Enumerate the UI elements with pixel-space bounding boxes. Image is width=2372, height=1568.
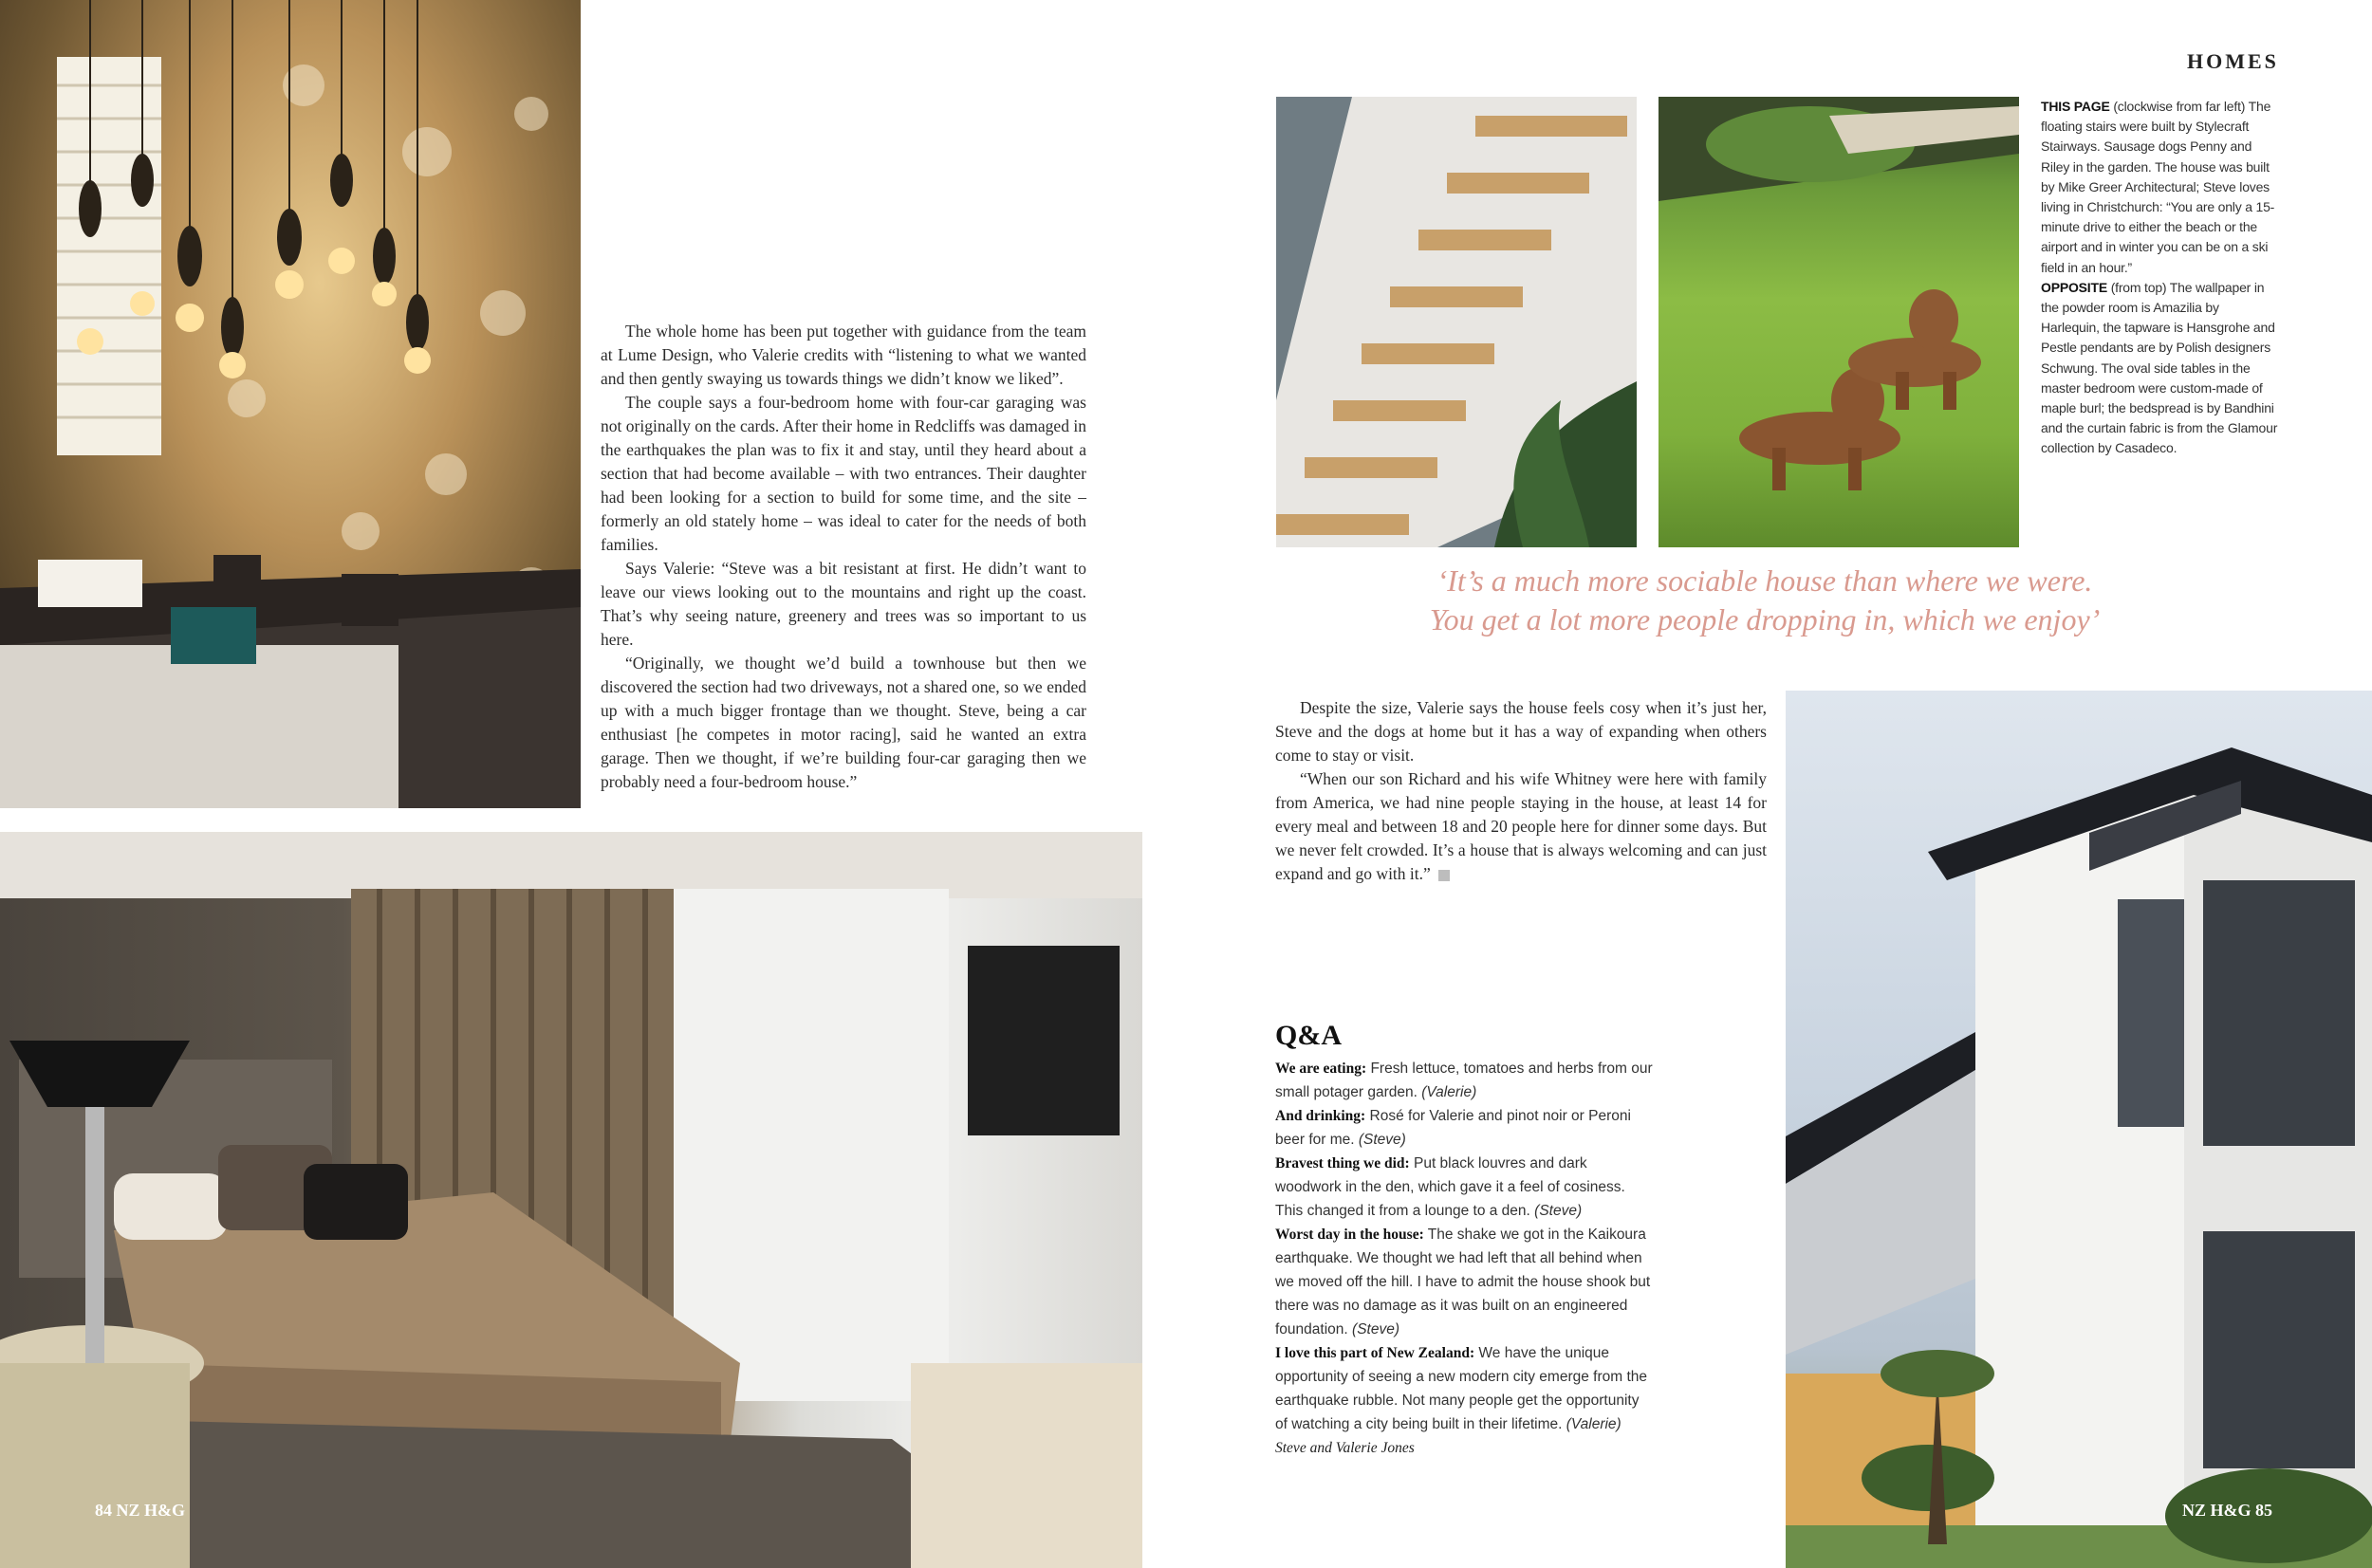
- qa-item: [1275, 1104, 1655, 1152]
- photo-caption: [2041, 97, 2278, 459]
- article-paragraph: [1275, 767, 1767, 886]
- article-column-right: [1275, 696, 1767, 886]
- qa-question: And drinking:: [1275, 1108, 1366, 1124]
- qa-answer: Rosé for Valerie and pinot noir or Peroni beer for me.: [1275, 1108, 1631, 1148]
- qa-attribution: (Steve): [1534, 1203, 1583, 1219]
- section-label: HOMES: [2187, 49, 2279, 73]
- dogs-in-garden-photo: [1659, 97, 2019, 547]
- article-paragraph: The whole home has been put together with guidance from the team at Lume Design, who Valerie credits with “listening to what we wanted and then gently swaying us towards things we didn’t know we liked”.: [601, 322, 1086, 388]
- qa-box: [1275, 1017, 1655, 1460]
- qa-question: We are eating:: [1275, 1061, 1367, 1077]
- qa-attribution: (Valerie): [1421, 1084, 1477, 1100]
- qa-answer: Fresh lettuce, tomatoes and herbs from our small potager garden.: [1275, 1061, 1653, 1100]
- qa-question: Worst day in the house:: [1275, 1227, 1424, 1243]
- qa-heading: Q&A: [1275, 1020, 1342, 1051]
- end-of-article-mark: [1438, 870, 1450, 881]
- master-bedroom-photo: [0, 832, 1142, 1568]
- qa-item: [1275, 1057, 1655, 1104]
- qa-item: [1275, 1223, 1655, 1341]
- qa-answer: Put black louvres and dark woodwork in the den, which gave it a feel of cosiness. This changed it from a lounge to a den.: [1275, 1155, 1625, 1219]
- floating-stairs-photo: [1276, 97, 1637, 547]
- qa-question: I love this part of New Zealand:: [1275, 1345, 1475, 1361]
- article-paragraph: The couple says a four-bedroom home with four-car garaging was not originally on the cards. After their home in Redcliffs was damaged in the earthquakes the plan was to fix it and stay, until they heard about a section that had become available – with two entrances. Their daughter had been looking for a section to build for some time, and the site – formerly an old stately home – was ideal to cater for the needs of both families.: [601, 393, 1086, 554]
- article-paragraph-text: “When our son Richard and his wife Whitney were here with family from America, we had nine people staying in the house, at least 14 for every meal and between 18 and 20 people here for dinner some days. But we never felt crowded. It’s a house that is always welcoming and can just expand and go with it.”: [1275, 769, 1767, 883]
- folio-left: 84 NZ H&G: [95, 1501, 186, 1520]
- qa-answer: The shake we got in the Kaikoura earthquake. We thought we had left that all behind when we moved off the hill. I have to admit the house shook but there was no damage as it was built on an engineered foundation.: [1275, 1227, 1651, 1337]
- qa-item: [1275, 1152, 1655, 1223]
- caption-label-opposite: OPPOSITE: [2041, 279, 2107, 295]
- caption-text-this-page: (clockwise from far left) The floating stairs were built by Stylecraft Stairways. Sausage dogs Penny and Riley in the garden. The house was built by Mike Greer Architectural; Steve loves living in Christchurch: “You are only a 15-minute drive to either the beach or the airport and in winter you can be on a ski field in an hour.”: [2041, 99, 2275, 275]
- folio-right: NZ H&G 85: [2182, 1501, 2273, 1520]
- qa-answer: We have the unique opportunity of seeing a new modern city emerge from the earthquake rubble. Not many people get the opportunity of watching a city being built in their lifetime.: [1275, 1345, 1648, 1432]
- article-paragraph: Says Valerie: “Steve was a bit resistant at first. He didn’t want to leave our views looking out to the mountains and right up the coast. That’s why seeing nature, greenery and trees was so important to us here.: [601, 559, 1086, 649]
- qa-attribution: (Steve): [1352, 1321, 1399, 1337]
- powder-room-photo: [0, 0, 581, 808]
- article-paragraph: “Originally, we thought we’d build a townhouse but then we discovered the section had two driveways, not a shared one, so we ended up with a much bigger frontage than we thought. Steve, being a car enthusiast [he competes in motor racing], said he wanted an extra garage. Then we thought, if we’re building four-car garaging then we probably need a four-bedroom house.”: [601, 654, 1086, 791]
- pull-quote-line: ‘It’s a much more sociable house than where we were.: [1436, 563, 2093, 598]
- pull-quote-line: You get a lot more people dropping in, which we enjoy’: [1429, 602, 2101, 636]
- pull-quote: [1290, 562, 2239, 639]
- qa-attribution: (Valerie): [1566, 1416, 1621, 1432]
- qa-item: [1275, 1341, 1655, 1436]
- house-exterior-photo: [1786, 691, 2372, 1568]
- caption-label-this-page: THIS PAGE: [2041, 99, 2110, 114]
- qa-question: Bravest thing we did:: [1275, 1155, 1410, 1171]
- article-column-left: [601, 320, 1086, 794]
- qa-signoff: Steve and Valerie Jones: [1275, 1440, 1415, 1456]
- caption-text-opposite: (from top) The wallpaper in the powder room is Amazilia by Harlequin, the tapware is Hansgrohe and Pestle pendants are by Polish designers Schwung. The oval side tables in the master bedroom were custom-made of maple burl; the bedspread is by Bandhini and the curtain fabric is from the Glamour collection by Casadeco.: [2041, 279, 2278, 456]
- qa-attribution: (Steve): [1358, 1132, 1406, 1148]
- article-paragraph: Despite the size, Valerie says the house feels cosy when it’s just her, Steve and the dogs at home but it has a way of expanding when others come to stay or visit.: [1275, 698, 1767, 765]
